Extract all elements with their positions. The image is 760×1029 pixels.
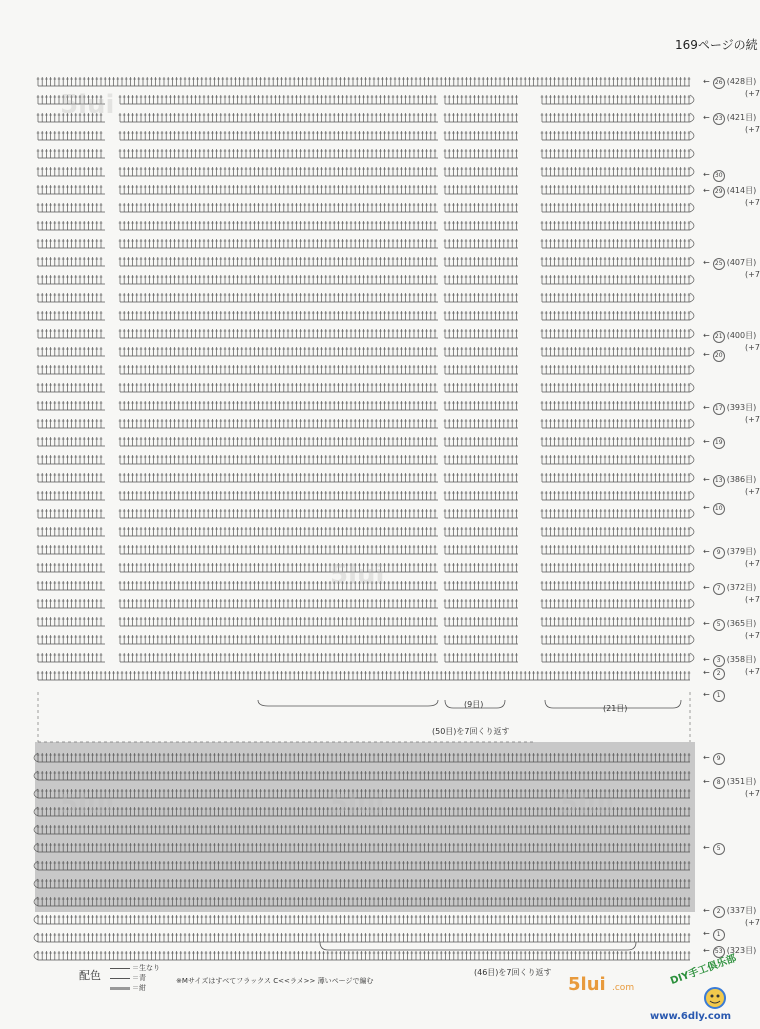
- arrow-left-icon: ←: [703, 583, 710, 592]
- arrow-left-icon: ←: [703, 403, 710, 412]
- arrow-left-icon: ←: [703, 655, 710, 664]
- row-marker: [703, 777, 760, 799]
- row-marker: [703, 113, 760, 135]
- legend-item-blue: ＝青: [110, 973, 146, 983]
- row-number: 26: [713, 77, 725, 89]
- row-marker: [703, 929, 725, 941]
- watermark-text: 5lui: [330, 790, 385, 820]
- row-number: 20: [713, 350, 725, 362]
- watermark-text: 5lui: [560, 790, 615, 820]
- yarn-note: ※Mサイズはすべてフラックス C<<ラメ>> 薄いページで編む: [176, 977, 374, 985]
- arrow-left-icon: ←: [703, 547, 710, 556]
- row-marker: [703, 258, 760, 280]
- row-marker: [703, 186, 760, 208]
- arrow-left-icon: ←: [703, 946, 710, 955]
- row-number: 8: [713, 777, 725, 789]
- row-marker: [703, 906, 760, 928]
- row-marker: [703, 170, 725, 182]
- row-number: 30: [713, 170, 725, 182]
- row-increase: (+7: [745, 595, 760, 604]
- legend-item-natural: ＝生なり: [110, 963, 160, 973]
- row-stitch-count: (393目): [726, 403, 757, 412]
- site-url: www.6dly.com: [650, 1011, 732, 1022]
- row-stitch-count: (351目): [726, 777, 757, 786]
- row-increase: (+7: [745, 918, 760, 927]
- row-number: 5: [713, 619, 725, 631]
- arrow-left-icon: ←: [703, 753, 710, 762]
- row-number: 2: [713, 906, 725, 918]
- row-marker: [703, 619, 760, 641]
- row-stitch-count: (372目): [726, 583, 757, 592]
- arrow-left-icon: ←: [703, 906, 710, 915]
- row-number: 19: [713, 437, 725, 449]
- arrow-left-icon: ←: [703, 437, 710, 446]
- row-number: 21: [713, 331, 725, 343]
- site-logo: [560, 953, 740, 1010]
- row-stitch-count: (358目): [726, 655, 757, 664]
- row-marker: [703, 690, 725, 702]
- row-marker: [703, 503, 725, 515]
- row-marker: [703, 583, 760, 605]
- legend-line-icon: [110, 978, 130, 979]
- row-marker: [703, 77, 760, 99]
- stitch-diagram: [30, 60, 700, 960]
- arrow-left-icon: ←: [703, 843, 710, 852]
- arrow-left-icon: ←: [703, 503, 710, 512]
- row-increase: (+7: [745, 343, 760, 352]
- row-number: 10: [713, 503, 725, 515]
- row-increase: (+7: [745, 667, 760, 676]
- row-stitch-count: (414目): [726, 186, 757, 195]
- row-increase: (+7: [745, 270, 760, 279]
- row-number: 1: [713, 690, 725, 702]
- arrow-left-icon: ←: [703, 331, 710, 340]
- row-marker: [703, 475, 760, 497]
- row-stitch-count: (379目): [726, 547, 757, 556]
- row-stitch-count: (337目): [726, 906, 757, 915]
- bracket-nine-stitches: (9目): [464, 700, 484, 709]
- row-number: 9: [713, 547, 725, 559]
- arrow-left-icon: ←: [703, 929, 710, 938]
- row-stitch-count: (428目): [726, 77, 757, 86]
- row-increase: (+7: [745, 631, 760, 640]
- row-increase: (+7: [745, 559, 760, 568]
- arrow-left-icon: ←: [703, 258, 710, 267]
- row-stitch-count: (386目): [726, 475, 757, 484]
- arrow-left-icon: ←: [703, 186, 710, 195]
- row-number: 9: [713, 753, 725, 765]
- arrow-left-icon: ←: [703, 668, 710, 677]
- arrow-left-icon: ←: [703, 690, 710, 699]
- row-increase: (+7: [745, 198, 760, 207]
- legend-line-icon: [110, 987, 130, 990]
- crochet-chart: [30, 60, 700, 960]
- row-stitch-count: (421目): [726, 113, 757, 122]
- row-increase: (+7: [745, 89, 760, 98]
- watermark-text: 5lui: [330, 560, 385, 590]
- arrow-left-icon: ←: [703, 170, 710, 179]
- row-number: 17: [713, 403, 725, 415]
- logo-lettering: DIY手工俱乐部: [669, 953, 738, 988]
- arrow-left-icon: ←: [703, 619, 710, 628]
- row-number: 53: [713, 946, 725, 958]
- row-increase: (+7: [745, 125, 760, 134]
- watermark-text: 5lui: [60, 790, 115, 820]
- row-marker: [703, 403, 760, 425]
- row-marker: [703, 437, 725, 449]
- legend-line-icon: [110, 968, 130, 969]
- row-number: 3: [713, 655, 725, 667]
- page-reference: 169ページの続: [675, 38, 758, 52]
- arrow-left-icon: ←: [703, 350, 710, 359]
- row-stitch-count: (400目): [726, 331, 757, 340]
- row-number: 5: [713, 843, 725, 855]
- arrow-left-icon: ←: [703, 777, 710, 786]
- arrow-left-icon: ←: [703, 475, 710, 484]
- row-increase: (+7: [745, 789, 760, 798]
- row-stitch-count: (407目): [726, 258, 757, 267]
- legend-title: 配色: [79, 969, 101, 982]
- row-number: 13: [713, 475, 725, 487]
- row-marker: [703, 753, 725, 765]
- repeat-label-top: (50目)を7回くり返す: [432, 727, 510, 736]
- row-number: 1: [713, 929, 725, 941]
- row-number: 2: [713, 668, 725, 680]
- row-stitch-count: (323目): [726, 946, 757, 955]
- legend-item-navy: ＝紺: [110, 983, 146, 993]
- bracket-twentyone-stitches: (21目): [603, 704, 628, 713]
- row-stitch-count: (365目): [726, 619, 757, 628]
- row-marker: [703, 350, 725, 362]
- watermark-text: 5lui: [60, 90, 115, 120]
- row-number: 23: [713, 113, 725, 125]
- row-marker: [703, 547, 760, 569]
- repeat-label-bottom: (46目)を7回くり返す: [474, 968, 552, 977]
- arrow-left-icon: ←: [703, 113, 710, 122]
- row-number: 29: [713, 186, 725, 198]
- row-number: 7: [713, 583, 725, 595]
- row-marker: [703, 843, 725, 855]
- row-increase: (+7: [745, 487, 760, 496]
- row-number: 25: [713, 258, 725, 270]
- row-increase: (+7: [745, 415, 760, 424]
- row-marker: [703, 668, 725, 680]
- arrow-left-icon: ←: [703, 77, 710, 86]
